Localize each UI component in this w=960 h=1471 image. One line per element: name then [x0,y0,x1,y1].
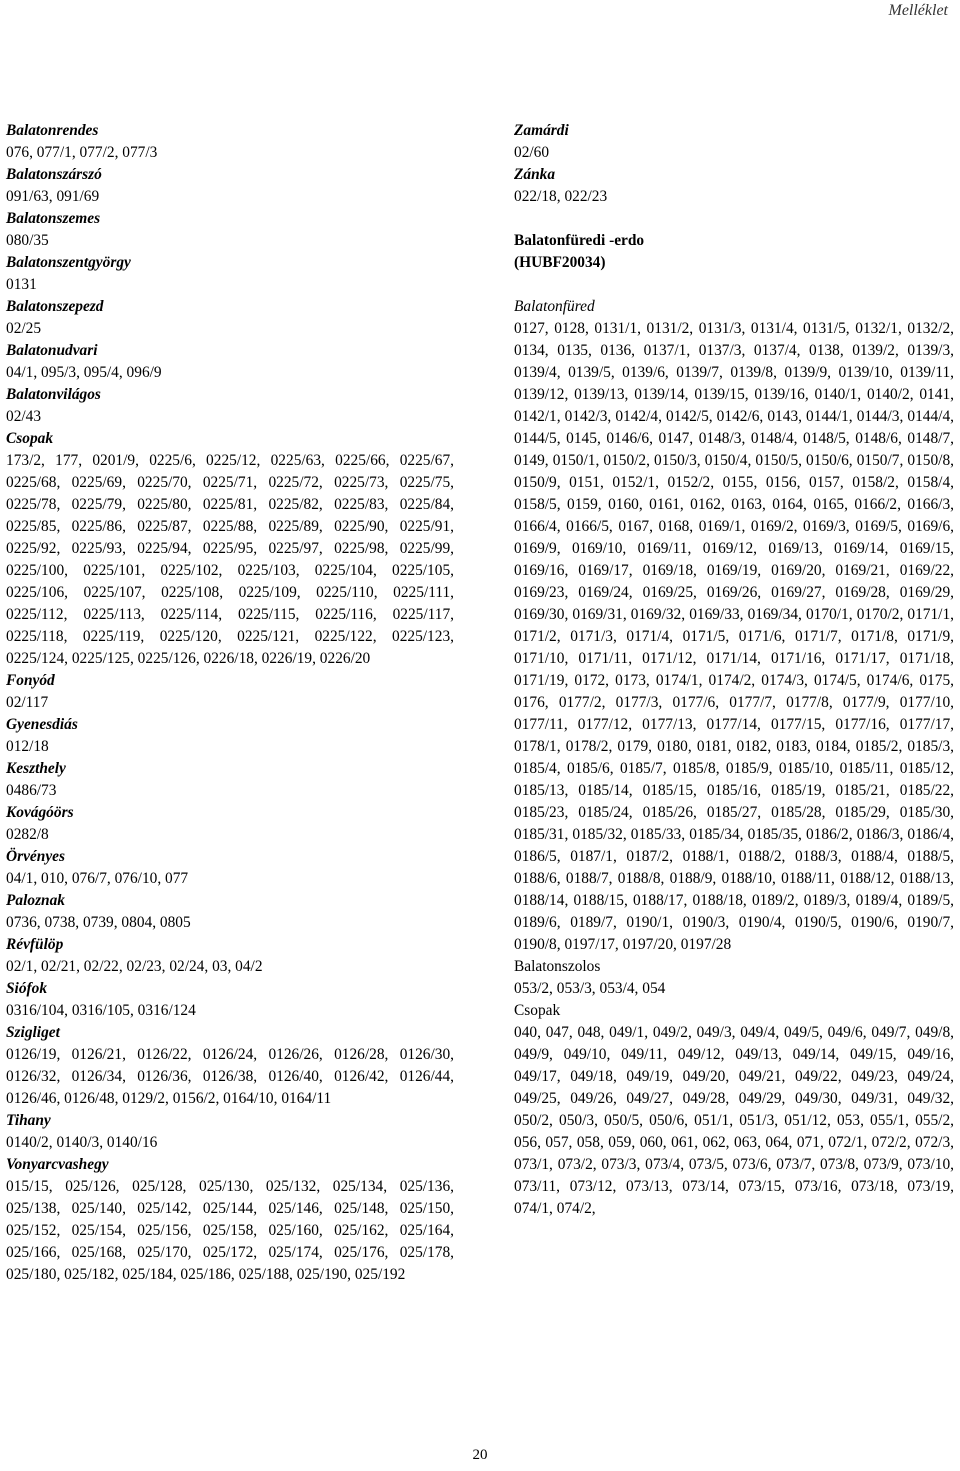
settlement-entry [6,1110,454,1154]
parcel-list: 173/2, 177, 0201/9, 0225/6, 0225/12, 0225/63, 0225/66, 0225/67, 0225/68, 0225/69, 0225/70, 0225/71, 0225/72, 0225/73, 0225/75, 0225/78, 0225/79, 0225/80, 0225/81, 0225/82, 0225/83, 0225/84, 0225/85, 0225/86, 0225/87, 0225/88, 0225/89, 0225/90, 0225/91, 0225/92, 0225/93, 0225/94, 0225/95, 0225/97, 0225/98, 0225/99, 0225/100, 0225/101, 0225/102, 0225/103, 0225/104, 0225/105, 0225/106, 0225/107, 0225/108, 0225/109, 0225/110, 0225/111, 0225/112, 0225/113, 0225/114, 0225/115, 0225/116, 0225/117, 0225/118, 0225/119, 0225/120, 0225/121, 0225/122, 0225/123, 0225/124, 0225/125, 0225/126, 0226/18, 0226/19, 0226/20 [6,452,454,667]
settlement-name: Szigliget [6,1024,60,1041]
settlement-name: Fonyód [6,672,55,689]
settlement-entry [6,714,454,758]
settlement-name: Zamárdi [514,122,569,139]
settlement-name: Balatonszárszó [6,166,102,183]
section-code: (HUBF20034) [514,254,606,271]
settlement-entry [6,340,454,384]
settlement-name: Kovágóörs [6,804,74,821]
settlement-name: Gyenesdiás [6,716,78,733]
parcel-list: 0316/104, 0316/105, 0316/124 [6,1002,196,1019]
parcel-list: 02/60 [514,144,550,161]
settlement-name: Paloznak [6,892,66,909]
parcel-list: 040, 047, 048, 049/1, 049/2, 049/3, 049/4, 049/5, 049/6, 049/7, 049/8, 049/9, 049/10, 049/11, 049/12, 049/13, 049/14, 049/15, 049/16, 049/17, 049/18, 049/19, 049/20, 049/21, 049/22, 049/23, 049/24, 049/25, 049/26, 049/27, 049/28, 049/29, 049/30, 049/31, 049/32, 050/2, 050/3, 050/5, 050/6, 051/1, 051/3, 051/12, 053, 055/1, 055/2, 056, 057, 058, 059, 060, 061, 062, 063, 064, 071, 072/1, 072/2, 072/3, 073/1, 073/2, 073/3, 073/4, 073/5, 073/6, 073/7, 073/8, 073/9, 073/10, 073/11, 073/12, 073/13, 073/14, 073/15, 073/16, 073/18, 073/19, 074/1, 074/2, [514,1024,954,1217]
parcel-list: 02/1, 02/21, 02/22, 02/23, 02/24, 03, 04/2 [6,958,263,975]
settlement-name: Balatonfüred [514,298,595,315]
settlement-entry [514,164,954,208]
settlement-entry [6,428,454,670]
settlement-entry [6,384,454,428]
parcel-list: 0486/73 [6,782,57,799]
settlement-entry [514,1000,954,1220]
settlement-name: Balatonszentgyörgy [6,254,131,271]
settlement-name: Balatonrendes [6,122,99,139]
settlement-name: Balatonszepezd [6,298,104,315]
right-column [514,120,954,1220]
settlement-name: Balatonudvari [6,342,98,359]
settlement-entry [514,120,954,164]
parcel-list: 091/63, 091/69 [6,188,100,205]
parcel-list: 04/1, 010, 076/7, 076/10, 077 [6,870,189,887]
page-number: 20 [472,1447,488,1463]
parcel-list: 0126/19, 0126/21, 0126/22, 0126/24, 0126/26, 0126/28, 0126/30, 0126/32, 0126/34, 0126/36, 0126/38, 0126/40, 0126/42, 0126/44, 0126/46, 0126/48, 0129/2, 0156/2, 0164/10, 0164/11 [6,1046,454,1107]
parcel-list: 02/43 [6,408,42,425]
parcel-list: 022/18, 022/23 [514,188,608,205]
settlement-entry [6,164,454,208]
spacer [514,208,954,230]
settlement-name: Vonyarcvashegy [6,1156,109,1173]
settlement-entry [6,890,454,934]
settlement-entry [6,846,454,890]
left-column [6,120,454,1286]
settlement-entry [6,252,454,296]
settlement-name: Csopak [514,1002,561,1019]
settlement-entry [6,120,454,164]
settlement-entry [6,802,454,846]
parcel-list: 0140/2, 0140/3, 0140/16 [6,1134,158,1151]
parcel-list: 053/2, 053/3, 053/4, 054 [514,980,666,997]
parcel-list: 0127, 0128, 0131/1, 0131/2, 0131/3, 0131/4, 0131/5, 0132/1, 0132/2, 0134, 0135, 0136, 0137/1, 0137/3, 0137/4, 0138, 0139/2, 0139/3, 0139/4, 0139/5, 0139/6, 0139/7, 0139/8, 0139/9, 0139/10, 0139/11, 0139/12, 0139/13, 0139/14, 0139/15, 0139/16, 0140/1, 0140/2, 0141, 0142/1, 0142/3, 0142/4, 0142/5, 0142/6, 0143, 0144/1, 0144/3, 0144/4, 0144/5, 0145, 0146/6, 0147, 0148/3, 0148/4, 0148/5, 0148/6, 0148/7, 0149, 0150/1, 0150/2, 0150/3, 0150/4, 0150/5, 0150/6, 0150/7, 0150/8, 0150/9, 0151, 0152/1, 0152/2, 0155, 0156, 0157, 0158/2, 0158/4, 0158/5, 0159, 0160, 0161, 0162, 0163, 0164, 0165, 0166/2, 0166/3, 0166/4, 0166/5, 0167, 0168, 0169/1, 0169/2, 0169/3, 0169/5, 0169/6, 0169/9, 0169/10, 0169/11, 0169/12, 0169/13, 0169/14, 0169/15, 0169/16, 0169/17, 0169/18, 0169/19, 0169/20, 0169/21, 0169/22, 0169/23, 0169/24, 0169/25, 0169/26, 0169/27, 0169/28, 0169/29, 0169/30, 0169/31, 0169/32, 0169/33, 0169/34, 0170/1, 0170/2, 0171/1, 0171/2, 0171/3, 0171/4, 0171/5, 0171/6, 0171/7, 0171/8, 0171/9, 0171/10, 0171/11, 0171/12, 0171/14, 0171/16, 0171/17, 0171/18, 0171/19, 0172, 0173, 0174/1, 0174/2, 0174/3, 0174/5, 0174/6, 0175, 0176, 0177/2, 0177/3, 0177/6, 0177/7, 0177/8, 0177/9, 0177/10, 0177/11, 0177/12, 0177/13, 0177/14, 0177/15, 0177/16, 0177/17, 0178/1, 0178/2, 0179, 0180, 0181, 0182, 0183, 0184, 0185/2, 0185/3, 0185/4, 0185/6, 0185/7, 0185/8, 0185/9, 0185/10, 0185/11, 0185/12, 0185/13, 0185/14, 0185/15, 0185/16, 0185/19, 0185/21, 0185/22, 0185/23, 0185/24, 0185/26, 0185/27, 0185/28, 0185/29, 0185/30, 0185/31, 0185/32, 0185/33, 0185/34, 0185/35, 0186/2, 0186/3, 0186/4, 0186/5, 0187/1, 0187/2, 0188/1, 0188/2, 0188/3, 0188/4, 0188/5, 0188/6, 0188/7, 0188/8, 0188/9, 0188/10, 0188/11, 0188/12, 0188/13, 0188/14, 0188/15, 0188/17, 0188/18, 0189/2, 0189/3, 0189/4, 0189/5, 0189/6, 0189/7, 0190/1, 0190/3, 0190/4, 0190/5, 0190/6, 0190/7, 0190/8, 0197/17, 0197/20, 0197/28 [514,320,954,953]
settlement-name: Keszthely [6,760,66,777]
settlement-name: Örvényes [6,848,65,865]
parcel-list: 080/35 [6,232,49,249]
settlement-entry [6,934,454,978]
settlement-entry [6,1154,454,1286]
parcel-list: 0282/8 [6,826,49,843]
settlement-name: Balatonvilágos [6,386,101,403]
settlement-entry [6,758,454,802]
settlement-name: Siófok [6,980,48,997]
parcel-list: 012/18 [6,738,49,755]
parcel-list: 0131 [6,276,37,293]
settlement-entry [6,1022,454,1110]
settlement-entry [514,296,954,956]
parcel-list: 02/25 [6,320,42,337]
settlement-name: Balatonszolos [514,958,601,975]
parcel-list: 02/117 [6,694,49,711]
parcel-list: 04/1, 095/3, 095/4, 096/9 [6,364,162,381]
settlement-name: Csopak [6,430,54,447]
settlement-name: Révfülöp [6,936,64,953]
spacer [514,274,954,296]
settlement-entry [6,978,454,1022]
settlement-entry [6,670,454,714]
settlement-entry [514,956,954,1000]
header-note: Melléklet [888,2,948,19]
settlement-entry [6,296,454,340]
parcel-list: 015/15, 025/126, 025/128, 025/130, 025/132, 025/134, 025/136, 025/138, 025/140, 025/142, 025/144, 025/146, 025/148, 025/150, 025/152, 025/154, 025/156, 025/158, 025/160, 025/162, 025/164, 025/166, 025/168, 025/170, 025/172, 025/174, 025/176, 025/178, 025/180, 025/182, 025/184, 025/186, 025/188, 025/190, 025/192 [6,1178,454,1283]
settlement-name: Zánka [514,166,556,183]
section-title: Balatonfüredi -erdo [514,232,645,249]
parcel-list: 0736, 0738, 0739, 0804, 0805 [6,914,191,931]
parcel-list: 076, 077/1, 077/2, 077/3 [6,144,158,161]
settlement-name: Tihany [6,1112,51,1129]
settlement-entry [6,208,454,252]
settlement-name: Balatonszemes [6,210,101,227]
